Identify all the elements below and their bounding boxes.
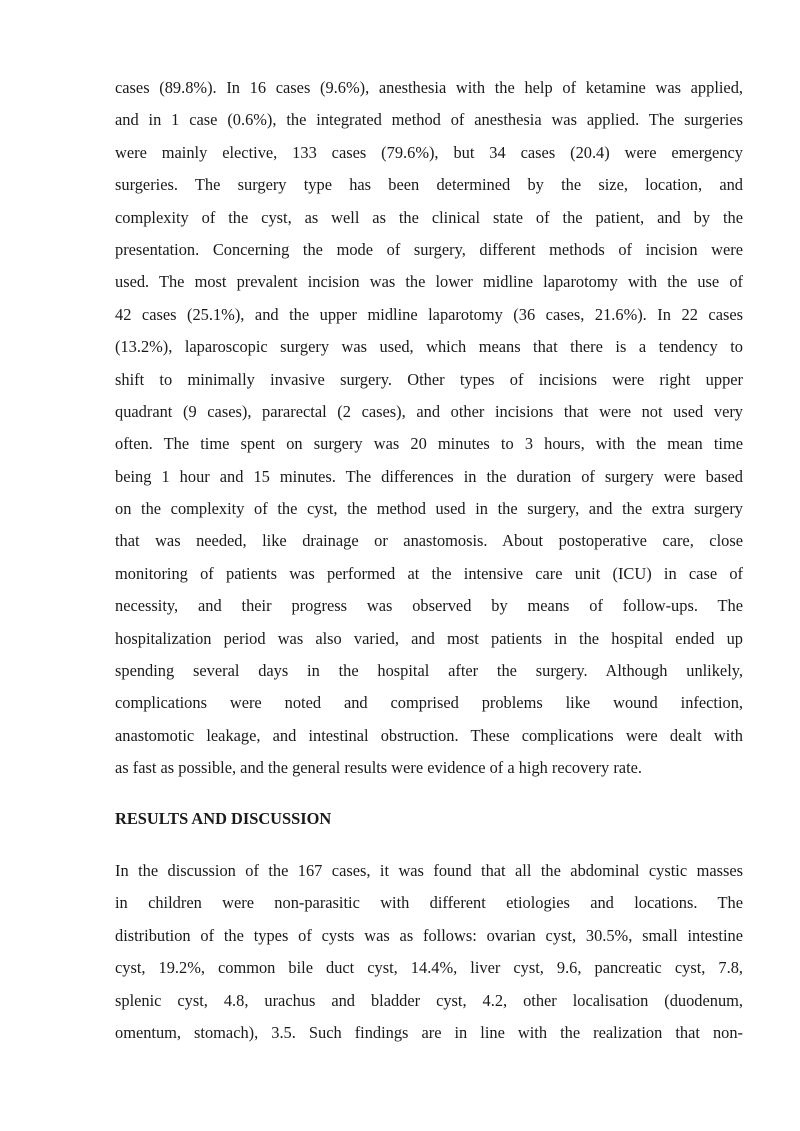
section-heading: RESULTS AND DISCUSSION bbox=[115, 809, 332, 828]
text-line: and in 1 case (0.6%), the integrated method of anesthesia was applied. The surgeries bbox=[115, 110, 743, 130]
text-line: used. The most prevalent incision was the lower midline laparotomy with the use of bbox=[115, 272, 743, 292]
text-line: In the discussion of the 167 cases, it was found that all the abdominal cystic masses bbox=[115, 861, 743, 880]
results-paragraph bbox=[115, 855, 743, 1049]
text-line: on the complexity of the cyst, the method used in the surgery, and the extra surgery bbox=[115, 499, 743, 519]
text-line: (13.2%), laparoscopic surgery was used, which means that there is a tendency to bbox=[115, 337, 743, 357]
text-line: were mainly elective, 133 cases (79.6%), but 34 cases (20.4) were emergency bbox=[115, 142, 743, 162]
text-line: cyst, 19.2%, common bile duct cyst, 14.4%, liver cyst, 9.6, pancreatic cyst, 7.8, bbox=[115, 958, 743, 978]
text-line: that was needed, like drainage or anastomosis. About postoperative care, close bbox=[115, 531, 743, 551]
text-line: being 1 hour and 15 minutes. The differences in the duration of surgery were based bbox=[115, 466, 743, 486]
text-line: shift to minimally invasive surgery. Other types of incisions were right upper bbox=[115, 369, 743, 389]
text-line: complications were noted and comprised problems like wound infection, bbox=[115, 693, 743, 713]
text-line: necessity, and their progress was observed by means of follow-ups. The bbox=[115, 596, 743, 616]
text-line: complexity of the cyst, as well as the clinical state of the patient, and by the bbox=[115, 207, 743, 227]
text-line: surgeries. The surgery type has been determined by the size, location, and bbox=[115, 175, 743, 195]
methods-paragraph bbox=[115, 72, 743, 785]
text-line: hospitalization period was also varied, and most patients in the hospital ended up bbox=[115, 628, 743, 648]
text-line: cases (89.8%). In 16 cases (9.6%), anesthesia with the help of ketamine was applied, bbox=[115, 78, 743, 97]
text-line: often. The time spent on surgery was 20 minutes to 3 hours, with the mean time bbox=[115, 434, 743, 454]
text-line: monitoring of patients was performed at the intensive care unit (ICU) in case of bbox=[115, 563, 743, 583]
text-line: presentation. Concerning the mode of surgery, different methods of incision were bbox=[115, 239, 743, 259]
text-line: 42 cases (25.1%), and the upper midline laparotomy (36 cases, 21.6%). In 22 cases bbox=[115, 304, 743, 324]
text-line: anastomotic leakage, and intestinal obstruction. These complications were dealt with bbox=[115, 725, 743, 745]
text-line: omentum, stomach), 3.5. Such findings are in line with the realization that non- bbox=[115, 1022, 743, 1042]
text-line: splenic cyst, 4.8, urachus and bladder cyst, 4.2, other localisation (duodenum, bbox=[115, 990, 743, 1010]
text-line: as fast as possible, and the general results were evidence of a high recovery rate. bbox=[115, 758, 643, 778]
text-line: in children were non-parasitic with different etiologies and locations. The bbox=[115, 893, 743, 913]
text-line: spending several days in the hospital after the surgery. Although unlikely, bbox=[115, 661, 743, 681]
text-line: quadrant (9 cases), pararectal (2 cases), and other incisions that were not used very bbox=[115, 401, 743, 421]
text-line: distribution of the types of cysts was as follows: ovarian cyst, 30.5%, small intestine bbox=[115, 925, 743, 945]
